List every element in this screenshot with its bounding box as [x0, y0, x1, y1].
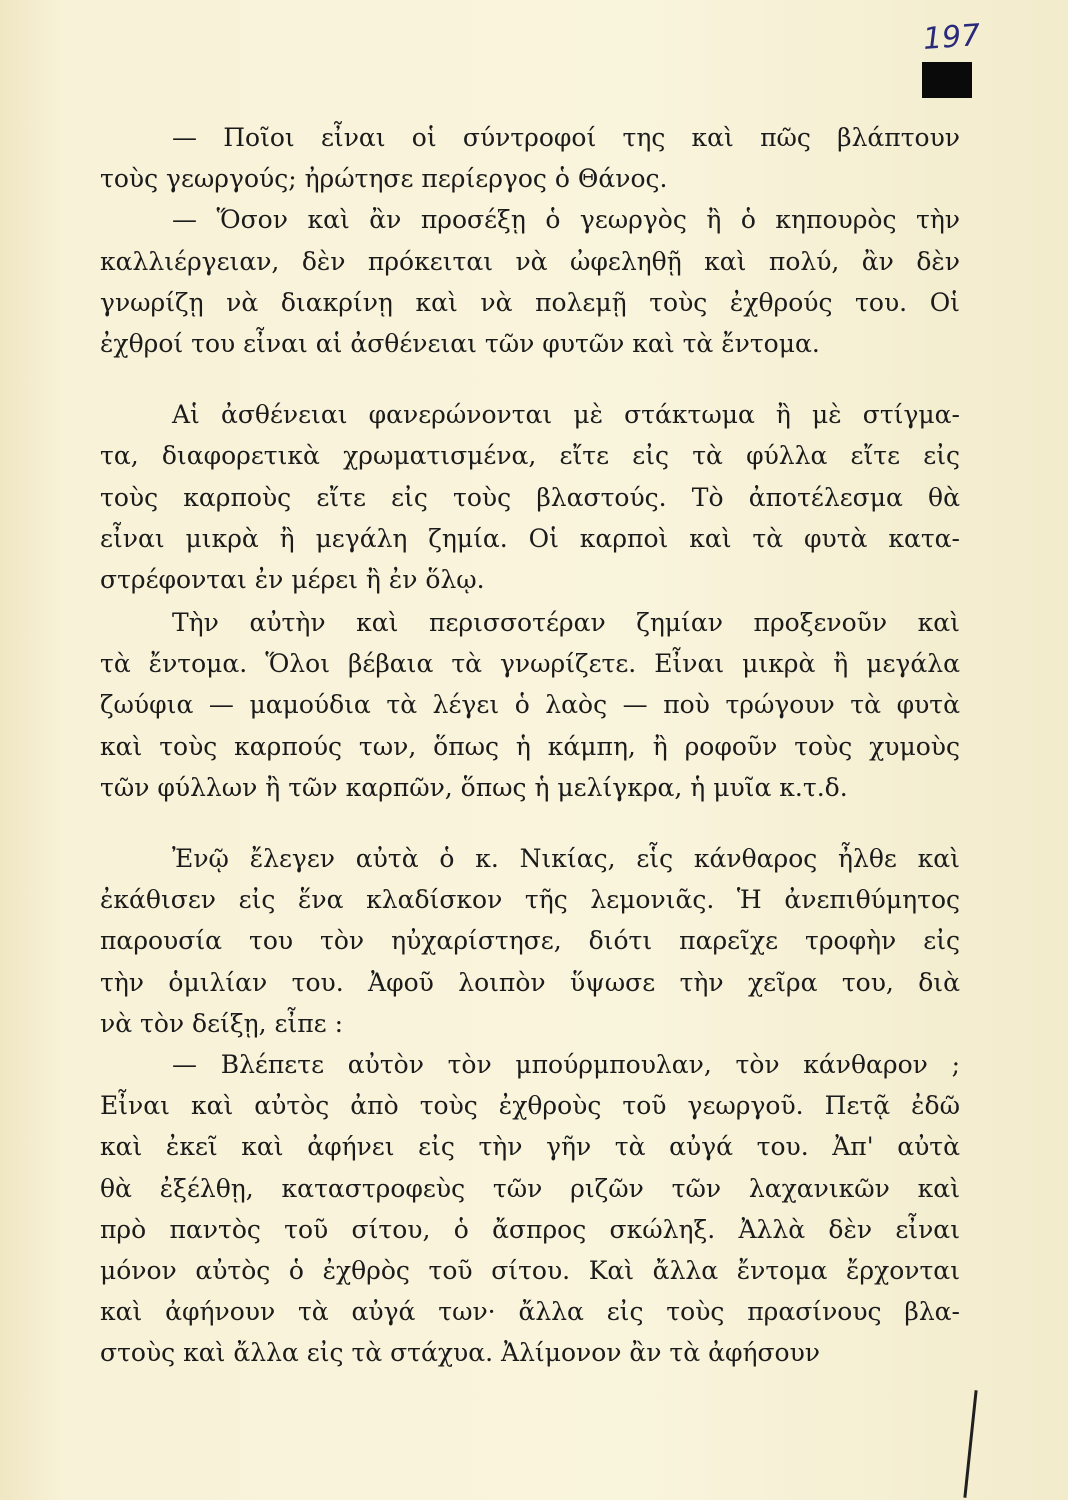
text-line: Ἐνῷ ἔλεγεν αὐτὰ ὁ κ. Νικίας, εἷς κάνθαρος ἦλθε καὶ — [172, 844, 960, 873]
index-tab-mark — [922, 62, 972, 98]
text-line: καλλιέργειαν, δὲν πρόκειται νὰ ὠφεληθῇ καὶ πολύ, ἂν δὲν — [100, 246, 960, 276]
paragraph — [100, 1044, 960, 1374]
text-line: Αἱ ἀσθένειαι φανερώνονται μὲ στάκτωμα ἢ μὲ στίγμα- — [172, 400, 960, 430]
paragraph-gap — [100, 364, 960, 394]
text-line: Εἶναι καὶ αὐτὸς ἀπὸ τοὺς ἐχθροὺς τοῦ γεωργοῦ. Πετᾷ ἐδῶ — [100, 1091, 960, 1121]
text-line: καὶ ἐκεῖ καὶ ἀφήνει εἰς τὴν γῆν τὰ αὐγά του. Ἀπ' αὐτὰ — [100, 1132, 960, 1162]
text-line: — Ποῖοι εἶναι οἱ σύντροφοί της καὶ πῶς βλάπτουν — [172, 123, 960, 152]
page-number: 197 — [921, 18, 982, 57]
text-line: νὰ τὸν δείξῃ, εἶπε : — [100, 1008, 344, 1038]
margin-pen-stroke — [963, 1390, 977, 1498]
paragraph-gap — [100, 808, 960, 838]
paragraph — [100, 117, 960, 199]
paragraph — [100, 838, 960, 1044]
text-line: τα, διαφορετικὰ χρωματισμένα, εἴτε εἰς τὰ φύλλα εἴτε εἰς — [100, 441, 960, 471]
text-line: καὶ ἀφήνουν τὰ αὐγά των· ἄλλα εἰς τοὺς πρασίνους βλα- — [100, 1297, 960, 1327]
text-line: Τὴν αὐτὴν καὶ περισσοτέραν ζημίαν προξενοῦν καὶ — [172, 608, 960, 638]
text-line: — Βλέπετε αὐτὸν τὸν μπούρμπουλαν, τὸν κάνθαρον ; — [172, 1049, 960, 1079]
text-line: στοὺς καὶ ἄλλα εἰς τὰ στάχυα. Ἀλίμονον ἂν τὰ ἀφήσουν — [100, 1338, 820, 1368]
text-line: πρὸ παντὸς τοῦ σίτου, ὁ ἄσπρος σκώληξ. Ἀλλὰ δὲν εἶναι — [100, 1214, 960, 1244]
text-line: καὶ τοὺς καρπούς των, ὅπως ἡ κάμπη, ἢ ροφοῦν τοὺς χυμοὺς — [100, 731, 960, 761]
text-line: ζωύφια — μαμούδια τὰ λέγει ὁ λαὸς — ποὺ τρώγουν τὰ φυτὰ — [100, 690, 960, 720]
paragraph — [100, 199, 960, 364]
text-line: μόνον αὐτὸς ὁ ἐχθρὸς τοῦ σίτου. Καὶ ἄλλα ἔντομα ἔρχονται — [100, 1255, 960, 1285]
body-text — [100, 117, 960, 1373]
text-line: τῶν φύλλων ἢ τῶν καρπῶν, ὅπως ἡ μελίγκρα, ἡ μυῖα κ.τ.δ. — [100, 772, 848, 802]
text-line: τὰ ἔντομα. Ὅλοι βέβαια τὰ γνωρίζετε. Εἶναι μικρὰ ἢ μεγάλα — [100, 649, 960, 679]
text-line: — Ὅσον καὶ ἂν προσέξῃ ὁ γεωργὸς ἢ ὁ κηπουρὸς τὴν — [172, 205, 960, 235]
text-line: εἶναι μικρὰ ἢ μεγάλη ζημία. Οἱ καρποὶ καὶ τὰ φυτὰ κατα- — [100, 523, 960, 553]
text-line: στρέφονται ἐν μέρει ἢ ἐν ὅλῳ. — [100, 564, 485, 594]
text-line: τὴν ὁμιλίαν του. Ἀφοῦ λοιπὸν ὕψωσε τὴν χεῖρα του, διὰ — [100, 967, 960, 997]
text-line: παρουσία του τὸν ηὐχαρίστησε, διότι παρεῖχε τροφὴν εἰς — [100, 926, 960, 956]
text-line: τοὺς γεωργούς; ἠρώτησε περίεργος ὁ Θάνος. — [100, 164, 668, 194]
text-line: θὰ ἐξέλθῃ, καταστροφεὺς τῶν ριζῶν τῶν λαχανικῶν καὶ — [100, 1173, 960, 1203]
text-line: ἐκάθισεν εἰς ἕνα κλαδίσκον τῆς λεμονιᾶς. Ἡ ἀνεπιθύμητος — [100, 885, 960, 915]
paragraph — [100, 602, 960, 808]
text-line: γνωρίζῃ νὰ διακρίνῃ καὶ νὰ πολεμῇ τοὺς ἐχθρούς του. Οἱ — [100, 287, 960, 317]
text-line: ἐχθροί του εἶναι αἱ ἀσθένειαι τῶν φυτῶν καὶ τὰ ἔντομα. — [100, 328, 820, 358]
paragraph — [100, 394, 960, 600]
text-line: τοὺς καρποὺς εἴτε εἰς τοὺς βλαστούς. Τὸ ἀποτέλεσμα θὰ — [100, 482, 960, 512]
